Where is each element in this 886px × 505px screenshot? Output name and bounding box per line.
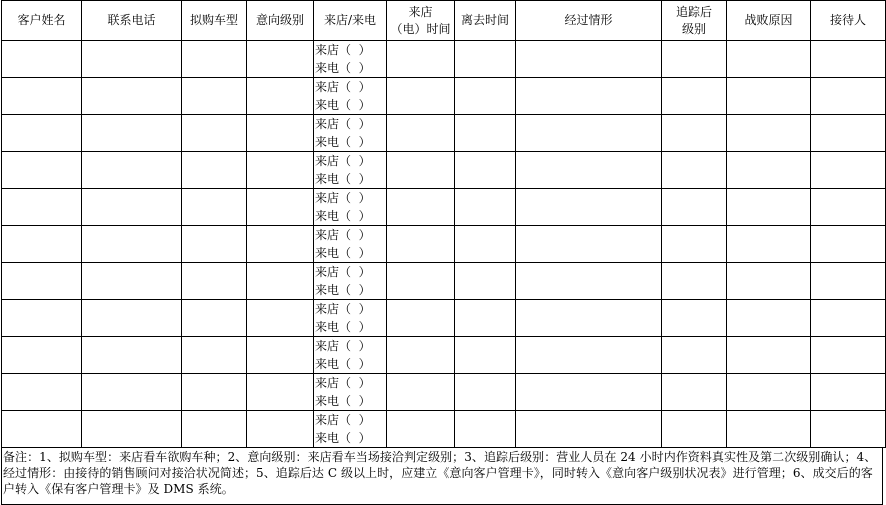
cell-leave-time[interactable]	[455, 115, 516, 152]
cell-receptionist[interactable]	[811, 78, 886, 115]
cell-leave-time[interactable]	[455, 337, 516, 374]
cell-phone[interactable]	[82, 189, 182, 226]
cell-phone[interactable]	[82, 115, 182, 152]
cell-phone[interactable]	[82, 300, 182, 337]
column-header-text: 意向级别	[255, 13, 304, 27]
cell-process[interactable]	[516, 115, 662, 152]
cell-receptionist[interactable]	[811, 152, 886, 189]
column-header-process	[516, 1, 662, 41]
cell-loss-reason[interactable]	[727, 300, 811, 337]
column-header-visit-time	[387, 1, 455, 41]
cell-receptionist[interactable]	[811, 263, 886, 300]
cell-model[interactable]	[182, 374, 247, 411]
column-header-text: 客户姓名	[17, 13, 66, 27]
column-header-text: 接待人	[829, 13, 866, 27]
cell-model[interactable]	[182, 189, 247, 226]
remarks-note: 备注：1、拟购车型：来店看车欲购车种；2、意向级别：来店看车当场接洽判定级别；3、追踪后级别：营业人员在 24 小时内作资料真实性及第二次级别确认；4、经过情形：由接待的销售顾问对接洽状况简述；5、追踪后达 C 级以上时，应建立《意向客户管理卡》，同时转入《意向客户级别状况表》进行管理；6、成交后的客户转入《保有客户管理卡》及 DMS 系统。	[1, 448, 883, 505]
column-header-text: 经过情形	[564, 13, 613, 27]
cell-intent-level[interactable]	[247, 337, 314, 374]
cell-process[interactable]	[516, 337, 662, 374]
cell-phone[interactable]	[82, 263, 182, 300]
cell-visit-time[interactable]	[387, 300, 455, 337]
cell-receptionist[interactable]	[811, 41, 886, 78]
visit-option-call[interactable]: 来电（ ）	[315, 246, 371, 260]
table-row	[2, 152, 886, 189]
cell-followup-level[interactable]	[662, 41, 727, 78]
column-header-model	[182, 1, 247, 41]
cell-model[interactable]	[182, 78, 247, 115]
cell-phone[interactable]	[82, 226, 182, 263]
cell-model[interactable]	[182, 300, 247, 337]
table-row	[2, 41, 886, 78]
column-header-text: 追踪后	[675, 4, 712, 19]
cell-followup-level[interactable]	[662, 411, 727, 448]
visit-option-call[interactable]: 来电（ ）	[315, 98, 371, 112]
cell-visit-call	[314, 411, 387, 448]
visit-option-call[interactable]: 来电（ ）	[315, 431, 371, 445]
cell-visit-time[interactable]	[387, 337, 455, 374]
cell-model[interactable]	[182, 115, 247, 152]
cell-leave-time[interactable]	[455, 263, 516, 300]
cell-receptionist[interactable]	[811, 374, 886, 411]
cell-followup-level[interactable]	[662, 115, 727, 152]
visit-option-store[interactable]: 来店（ ）	[315, 43, 371, 57]
cell-intent-level[interactable]	[247, 411, 314, 448]
visit-option-store[interactable]: 来店（ ）	[315, 302, 371, 316]
visit-option-store[interactable]: 来店（ ）	[315, 376, 371, 390]
cell-leave-time[interactable]	[455, 374, 516, 411]
visit-option-store[interactable]: 来店（ ）	[315, 191, 371, 205]
cell-phone[interactable]	[82, 78, 182, 115]
cell-visit-time[interactable]	[387, 411, 455, 448]
header-row	[2, 1, 886, 41]
cell-intent-level[interactable]	[247, 263, 314, 300]
cell-visit-call	[314, 152, 387, 189]
column-header-text: （电）时间	[390, 21, 451, 36]
cell-loss-reason[interactable]	[727, 226, 811, 263]
cell-customer-name[interactable]	[2, 263, 82, 300]
cell-followup-level[interactable]	[662, 300, 727, 337]
column-header-text: 拟购车型	[189, 13, 238, 27]
cell-loss-reason[interactable]	[727, 115, 811, 152]
cell-followup-level[interactable]	[662, 189, 727, 226]
cell-receptionist[interactable]	[811, 411, 886, 448]
cell-leave-time[interactable]	[455, 78, 516, 115]
cell-visit-call	[314, 78, 387, 115]
cell-intent-level[interactable]	[247, 374, 314, 411]
cell-loss-reason[interactable]	[727, 374, 811, 411]
cell-visit-call	[314, 374, 387, 411]
visit-option-store[interactable]: 来店（ ）	[315, 80, 371, 94]
column-header-leave-time	[455, 1, 516, 41]
cell-phone[interactable]	[82, 411, 182, 448]
table-row	[2, 374, 886, 411]
column-header-text: 级别	[681, 21, 706, 36]
cell-followup-level[interactable]	[662, 152, 727, 189]
cell-visit-call	[314, 337, 387, 374]
cell-loss-reason[interactable]	[727, 78, 811, 115]
cell-customer-name[interactable]	[2, 189, 82, 226]
cell-visit-time[interactable]	[387, 78, 455, 115]
cell-intent-level[interactable]	[247, 189, 314, 226]
cell-phone[interactable]	[82, 152, 182, 189]
visit-option-call[interactable]: 来电（ ）	[315, 61, 371, 75]
cell-leave-time[interactable]	[455, 226, 516, 263]
column-header-visit-call	[314, 1, 387, 41]
cell-intent-level[interactable]	[247, 152, 314, 189]
cell-customer-name[interactable]	[2, 78, 82, 115]
column-header-text: 来店	[408, 4, 433, 19]
cell-loss-reason[interactable]	[727, 337, 811, 374]
cell-model[interactable]	[182, 263, 247, 300]
cell-phone[interactable]	[82, 41, 182, 78]
visit-option-call[interactable]: 来电（ ）	[315, 394, 371, 408]
cell-loss-reason[interactable]	[727, 41, 811, 78]
visit-option-store[interactable]: 来店（ ）	[315, 154, 371, 168]
cell-visit-time[interactable]	[387, 189, 455, 226]
table-row	[2, 78, 886, 115]
table-row	[2, 337, 886, 374]
cell-customer-name[interactable]	[2, 152, 82, 189]
cell-receptionist[interactable]	[811, 226, 886, 263]
customer-visit-log-table	[1, 0, 886, 448]
cell-customer-name[interactable]	[2, 411, 82, 448]
cell-followup-level[interactable]	[662, 263, 727, 300]
table-row	[2, 226, 886, 263]
cell-visit-time[interactable]	[387, 152, 455, 189]
cell-leave-time[interactable]	[455, 300, 516, 337]
visit-option-call[interactable]: 来电（ ）	[315, 283, 371, 297]
table-row	[2, 300, 886, 337]
cell-intent-level[interactable]	[247, 115, 314, 152]
cell-model[interactable]	[182, 152, 247, 189]
cell-customer-name[interactable]	[2, 374, 82, 411]
cell-loss-reason[interactable]	[727, 411, 811, 448]
table-row	[2, 411, 886, 448]
column-header-intent-level	[247, 1, 314, 41]
cell-loss-reason[interactable]	[727, 263, 811, 300]
cell-intent-level[interactable]	[247, 226, 314, 263]
cell-visit-call	[314, 189, 387, 226]
table-row	[2, 115, 886, 152]
cell-followup-level[interactable]	[662, 78, 727, 115]
cell-phone[interactable]	[82, 374, 182, 411]
cell-visit-time[interactable]	[387, 263, 455, 300]
cell-followup-level[interactable]	[662, 226, 727, 263]
cell-loss-reason[interactable]	[727, 152, 811, 189]
cell-model[interactable]	[182, 337, 247, 374]
cell-visit-call	[314, 300, 387, 337]
cell-visit-time[interactable]	[387, 226, 455, 263]
column-header-text: 战败原因	[744, 13, 793, 27]
cell-leave-time[interactable]	[455, 41, 516, 78]
cell-receptionist[interactable]	[811, 337, 886, 374]
column-header-loss-reason	[727, 1, 811, 41]
cell-customer-name[interactable]	[2, 226, 82, 263]
column-header-customer-name	[2, 1, 82, 41]
cell-followup-level[interactable]	[662, 337, 727, 374]
visit-option-call[interactable]: 来电（ ）	[315, 172, 371, 186]
cell-leave-time[interactable]	[455, 189, 516, 226]
visit-option-store[interactable]: 来店（ ）	[315, 228, 371, 242]
column-header-text: 联系电话	[107, 13, 156, 27]
cell-followup-level[interactable]	[662, 374, 727, 411]
visit-option-call[interactable]: 来电（ ）	[315, 209, 371, 223]
cell-process[interactable]	[516, 226, 662, 263]
table-row	[2, 189, 886, 226]
cell-visit-time[interactable]	[387, 41, 455, 78]
cell-leave-time[interactable]	[455, 411, 516, 448]
visit-option-store[interactable]: 来店（ ）	[315, 265, 371, 279]
cell-receptionist[interactable]	[811, 189, 886, 226]
cell-receptionist[interactable]	[811, 300, 886, 337]
column-header-receptionist	[811, 1, 886, 41]
cell-process[interactable]	[516, 189, 662, 226]
cell-visit-time[interactable]	[387, 115, 455, 152]
cell-model[interactable]	[182, 226, 247, 263]
visit-option-call[interactable]: 来电（ ）	[315, 135, 371, 149]
cell-customer-name[interactable]	[2, 115, 82, 152]
cell-visit-call	[314, 263, 387, 300]
cell-intent-level[interactable]	[247, 41, 314, 78]
cell-intent-level[interactable]	[247, 78, 314, 115]
visit-option-store[interactable]: 来店（ ）	[315, 413, 371, 427]
cell-visit-call	[314, 226, 387, 263]
cell-intent-level[interactable]	[247, 300, 314, 337]
cell-customer-name[interactable]	[2, 41, 82, 78]
cell-visit-time[interactable]	[387, 374, 455, 411]
cell-process[interactable]	[516, 41, 662, 78]
cell-loss-reason[interactable]	[727, 189, 811, 226]
cell-visit-call	[314, 115, 387, 152]
cell-process[interactable]	[516, 263, 662, 300]
cell-process[interactable]	[516, 411, 662, 448]
cell-model[interactable]	[182, 41, 247, 78]
cell-phone[interactable]	[82, 337, 182, 374]
table-body	[2, 41, 886, 448]
column-header-phone	[82, 1, 182, 41]
table-row	[2, 263, 886, 300]
cell-receptionist[interactable]	[811, 115, 886, 152]
visit-option-store[interactable]: 来店（ ）	[315, 339, 371, 353]
column-header-text: 离去时间	[460, 13, 509, 27]
column-header-followup-level	[662, 1, 727, 41]
cell-model[interactable]	[182, 411, 247, 448]
visit-option-call[interactable]: 来电（ ）	[315, 357, 371, 371]
cell-process[interactable]	[516, 300, 662, 337]
cell-leave-time[interactable]	[455, 152, 516, 189]
cell-process[interactable]	[516, 152, 662, 189]
cell-visit-call	[314, 41, 387, 78]
column-header-text: 来店/来电	[323, 13, 377, 27]
cell-customer-name[interactable]	[2, 337, 82, 374]
cell-customer-name[interactable]	[2, 300, 82, 337]
visit-option-store[interactable]: 来店（ ）	[315, 117, 371, 131]
cell-process[interactable]	[516, 78, 662, 115]
cell-process[interactable]	[516, 374, 662, 411]
visit-option-call[interactable]: 来电（ ）	[315, 320, 371, 334]
